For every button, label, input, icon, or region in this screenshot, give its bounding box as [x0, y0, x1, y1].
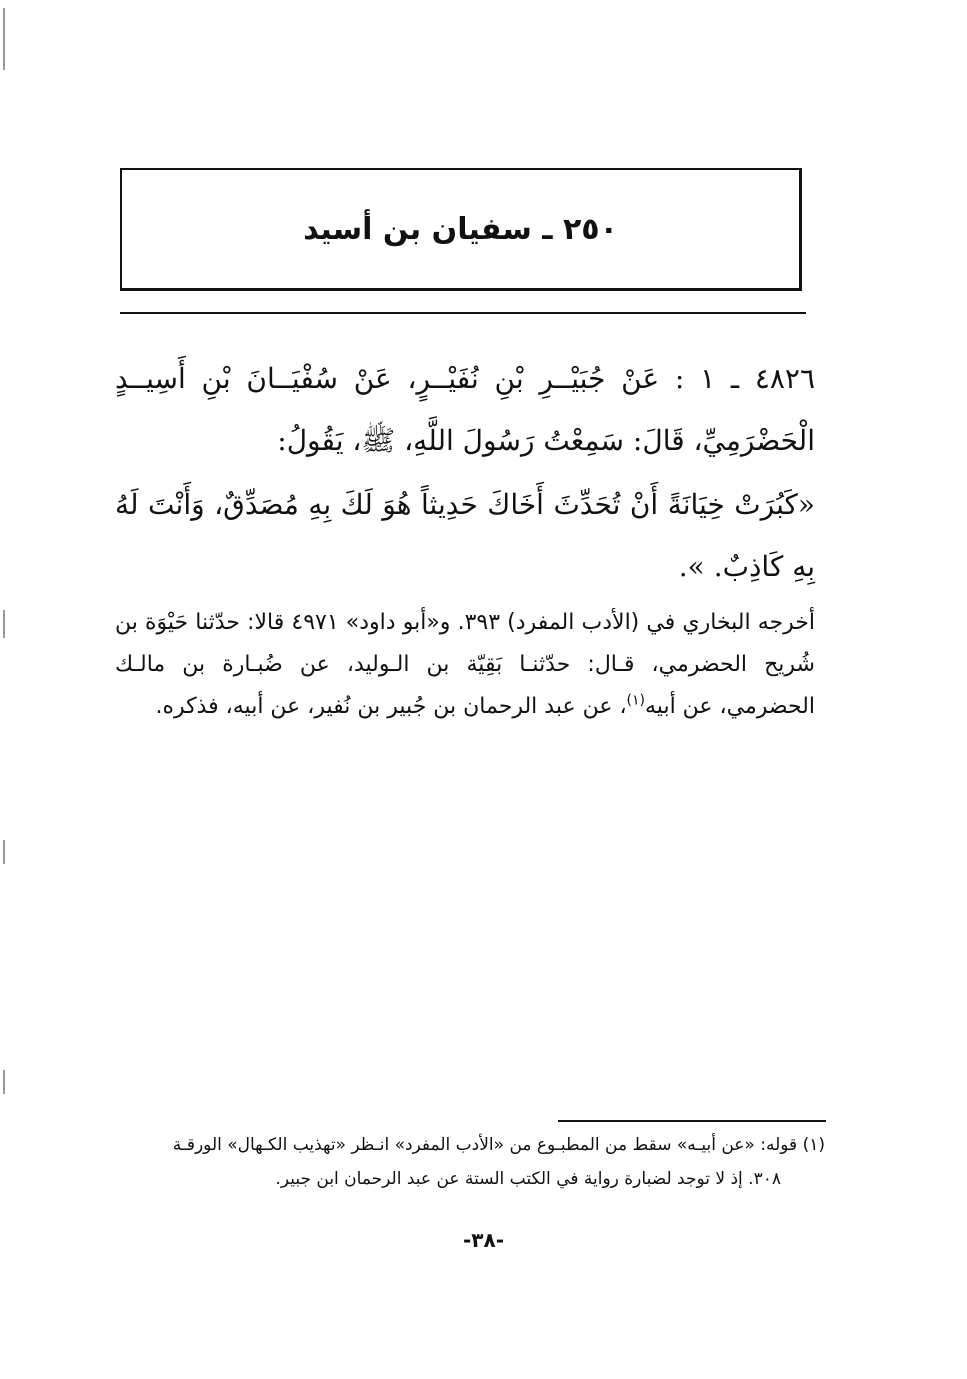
- page-number: -٣٨-: [462, 1228, 505, 1252]
- title-divider: [120, 312, 806, 314]
- takhrij-text-after: ، عن عبد الرحمان بن جُبير بن نُفير، عن أبيه، فذكره.: [155, 694, 627, 719]
- scan-edge-mark: [3, 1070, 5, 1094]
- takhrij-text-before: أخرجه البخاري في (الأدب المفرد) ٣٩٣. و«أبو داود» ٤٩٧١ قالا: حدّثنا حَيْوَة بن شُريح الحضرمي، قـال: حدّثنـا بَقِيّة بن الـوليد، عن ضُبـارة بن مالـك الحضرمي، عن أبيه: [115, 610, 816, 719]
- footnote-line-1: (١) قوله: «عن أبيـه» سقط من المطبـوع من «الأدب المفرد» انـظر «تهذيب الكـهال» الورقـة: [172, 1135, 825, 1155]
- takhrij-paragraph: [115, 602, 815, 728]
- hadith-matn: «كَبُرَتْ خِيَانَةً أَنْ تُحَدِّثَ أَخَاكَ حَدِيثاً هُوَ لَكَ بِهِ مُصَدِّقٌ، وَأَنْتَ لَهُ بِهِ كَاذِبٌ. ».: [115, 488, 815, 583]
- chapter-title: ٢٥٠ ـ سفيان بن أسيد: [303, 212, 618, 247]
- scan-edge-mark: [3, 840, 5, 864]
- scan-edge-mark: [3, 8, 5, 70]
- footnote: [125, 1128, 825, 1196]
- footnote-divider: [558, 1120, 826, 1122]
- scan-edge-mark: [3, 610, 5, 638]
- footnote-reference: (١): [626, 692, 646, 709]
- chapter-title-box: [120, 168, 802, 291]
- footnote-line-2: ٣٠٨. إذ لا توجد لضبارة رواية في الكتب الستة عن عبد الرحمان ابن جبير.: [275, 1169, 781, 1189]
- hadith-chain: ٤٨٢٦ ـ ١ : عَنْ جُبَيْــرِ بْنِ نُفَيْــرٍ، عَنْ سُفْيَــانَ بْنِ أَسِيــدٍ الْحَضْرَمِيِّ، قَالَ: سَمِعْتُ رَسُولَ اللَّهِ، ﷺ، يَقُولُ:: [115, 362, 815, 457]
